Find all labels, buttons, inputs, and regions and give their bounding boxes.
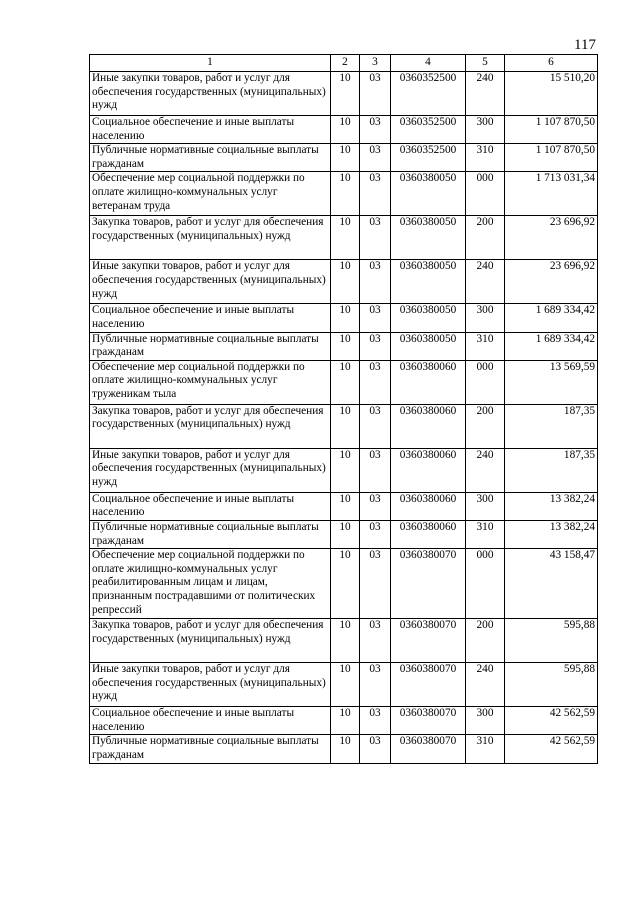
subsection-code-cell: 03 bbox=[360, 735, 391, 763]
name-cell: Закупка товаров, работ и услуг для обеспечения государственных (муниципальных) нужд bbox=[90, 216, 331, 260]
name-cell: Обеспечение мер социальной поддержки по оплате жилищно-коммунальных услуг реабилитированным лицам и лицам, признанным пострадавшими от политических репрессий bbox=[90, 549, 331, 619]
table-row bbox=[90, 663, 598, 707]
budget-table bbox=[89, 54, 598, 764]
section-code-cell: 10 bbox=[331, 116, 360, 144]
name-cell: Закупка товаров, работ и услуг для обеспечения государственных (муниципальных) нужд bbox=[90, 619, 331, 663]
section-code-cell: 10 bbox=[331, 404, 360, 448]
header-cell: 1 bbox=[90, 55, 331, 72]
table-row bbox=[90, 448, 598, 492]
target-article-cell: 0360380050 bbox=[391, 332, 466, 360]
table-row bbox=[90, 520, 598, 548]
section-code-cell: 10 bbox=[331, 332, 360, 360]
target-article-cell: 0360380070 bbox=[391, 549, 466, 619]
section-code-cell: 10 bbox=[331, 260, 360, 304]
name-cell: Публичные нормативные социальные выплаты гражданам bbox=[90, 332, 331, 360]
target-article-cell: 0360380050 bbox=[391, 216, 466, 260]
subsection-code-cell: 03 bbox=[360, 72, 391, 116]
target-article-cell: 0360380060 bbox=[391, 404, 466, 448]
amount-cell: 42 562,59 bbox=[505, 707, 598, 735]
header-cell: 2 bbox=[331, 55, 360, 72]
name-cell: Социальное обеспечение и иные выплаты населению bbox=[90, 116, 331, 144]
table-row bbox=[90, 492, 598, 520]
subsection-code-cell: 03 bbox=[360, 492, 391, 520]
table-row bbox=[90, 72, 598, 116]
header-cell: 4 bbox=[391, 55, 466, 72]
section-code-cell: 10 bbox=[331, 360, 360, 404]
header-cell: 5 bbox=[466, 55, 505, 72]
name-cell: Иные закупки товаров, работ и услуг для обеспечения государственных (муниципальных) нужд bbox=[90, 72, 331, 116]
expense-type-cell: 000 bbox=[466, 549, 505, 619]
name-cell: Обеспечение мер социальной поддержки по оплате жилищно-коммунальных услуг труженикам тыла bbox=[90, 360, 331, 404]
target-article-cell: 0360380050 bbox=[391, 260, 466, 304]
target-article-cell: 0360380060 bbox=[391, 492, 466, 520]
table-row bbox=[90, 304, 598, 332]
subsection-code-cell: 03 bbox=[360, 172, 391, 216]
target-article-cell: 0360352500 bbox=[391, 116, 466, 144]
amount-cell: 1 107 870,50 bbox=[505, 116, 598, 144]
table-row bbox=[90, 549, 598, 619]
section-code-cell: 10 bbox=[331, 663, 360, 707]
amount-cell: 13 569,59 bbox=[505, 360, 598, 404]
expense-type-cell: 200 bbox=[466, 404, 505, 448]
section-code-cell: 10 bbox=[331, 492, 360, 520]
target-article-cell: 0360352500 bbox=[391, 72, 466, 116]
subsection-code-cell: 03 bbox=[360, 332, 391, 360]
expense-type-cell: 300 bbox=[466, 707, 505, 735]
table-row bbox=[90, 260, 598, 304]
expense-type-cell: 300 bbox=[466, 116, 505, 144]
expense-type-cell: 240 bbox=[466, 72, 505, 116]
name-cell: Иные закупки товаров, работ и услуг для обеспечения государственных (муниципальных) нужд bbox=[90, 260, 331, 304]
target-article-cell: 0360380070 bbox=[391, 619, 466, 663]
header-cell: 6 bbox=[505, 55, 598, 72]
amount-cell: 43 158,47 bbox=[505, 549, 598, 619]
name-cell: Иные закупки товаров, работ и услуг для обеспечения государственных (муниципальных) нужд bbox=[90, 448, 331, 492]
section-code-cell: 10 bbox=[331, 448, 360, 492]
name-cell: Социальное обеспечение и иные выплаты населению bbox=[90, 492, 331, 520]
section-code-cell: 10 bbox=[331, 707, 360, 735]
name-cell: Обеспечение мер социальной поддержки по оплате жилищно-коммунальных услуг ветеранам труда bbox=[90, 172, 331, 216]
table-row bbox=[90, 172, 598, 216]
target-article-cell: 0360380060 bbox=[391, 448, 466, 492]
amount-cell: 1 107 870,50 bbox=[505, 144, 598, 172]
subsection-code-cell: 03 bbox=[360, 448, 391, 492]
amount-cell: 23 696,92 bbox=[505, 260, 598, 304]
expense-type-cell: 240 bbox=[466, 448, 505, 492]
expense-type-cell: 200 bbox=[466, 216, 505, 260]
target-article-cell: 0360352500 bbox=[391, 144, 466, 172]
table-row bbox=[90, 360, 598, 404]
expense-type-cell: 000 bbox=[466, 360, 505, 404]
subsection-code-cell: 03 bbox=[360, 216, 391, 260]
target-article-cell: 0360380060 bbox=[391, 520, 466, 548]
name-cell: Публичные нормативные социальные выплаты гражданам bbox=[90, 520, 331, 548]
expense-type-cell: 240 bbox=[466, 663, 505, 707]
name-cell: Публичные нормативные социальные выплаты гражданам bbox=[90, 144, 331, 172]
name-cell: Иные закупки товаров, работ и услуг для обеспечения государственных (муниципальных) нужд bbox=[90, 663, 331, 707]
name-cell: Социальное обеспечение и иные выплаты населению bbox=[90, 304, 331, 332]
page-number: 117 bbox=[574, 37, 596, 53]
amount-cell: 42 562,59 bbox=[505, 735, 598, 763]
name-cell: Закупка товаров, работ и услуг для обеспечения государственных (муниципальных) нужд bbox=[90, 404, 331, 448]
section-code-cell: 10 bbox=[331, 520, 360, 548]
target-article-cell: 0360380070 bbox=[391, 707, 466, 735]
amount-cell: 595,88 bbox=[505, 663, 598, 707]
amount-cell: 13 382,24 bbox=[505, 520, 598, 548]
expense-type-cell: 240 bbox=[466, 260, 505, 304]
target-article-cell: 0360380070 bbox=[391, 735, 466, 763]
expense-type-cell: 300 bbox=[466, 304, 505, 332]
target-article-cell: 0360380070 bbox=[391, 663, 466, 707]
amount-cell: 187,35 bbox=[505, 404, 598, 448]
header-cell: 3 bbox=[360, 55, 391, 72]
section-code-cell: 10 bbox=[331, 304, 360, 332]
name-cell: Социальное обеспечение и иные выплаты населению bbox=[90, 707, 331, 735]
amount-cell: 1 689 334,42 bbox=[505, 304, 598, 332]
amount-cell: 187,35 bbox=[505, 448, 598, 492]
section-code-cell: 10 bbox=[331, 72, 360, 116]
table-row bbox=[90, 216, 598, 260]
section-code-cell: 10 bbox=[331, 172, 360, 216]
target-article-cell: 0360380050 bbox=[391, 172, 466, 216]
amount-cell: 1 689 334,42 bbox=[505, 332, 598, 360]
subsection-code-cell: 03 bbox=[360, 619, 391, 663]
section-code-cell: 10 bbox=[331, 735, 360, 763]
subsection-code-cell: 03 bbox=[360, 520, 391, 548]
header-row bbox=[90, 55, 598, 72]
subsection-code-cell: 03 bbox=[360, 663, 391, 707]
table-row bbox=[90, 404, 598, 448]
expense-type-cell: 200 bbox=[466, 619, 505, 663]
section-code-cell: 10 bbox=[331, 619, 360, 663]
table-row bbox=[90, 332, 598, 360]
amount-cell: 23 696,92 bbox=[505, 216, 598, 260]
table-row bbox=[90, 735, 598, 763]
table-row bbox=[90, 619, 598, 663]
expense-type-cell: 300 bbox=[466, 492, 505, 520]
subsection-code-cell: 03 bbox=[360, 707, 391, 735]
table-body bbox=[90, 72, 598, 764]
target-article-cell: 0360380050 bbox=[391, 304, 466, 332]
target-article-cell: 0360380060 bbox=[391, 360, 466, 404]
table-row bbox=[90, 144, 598, 172]
amount-cell: 595,88 bbox=[505, 619, 598, 663]
subsection-code-cell: 03 bbox=[360, 144, 391, 172]
subsection-code-cell: 03 bbox=[360, 260, 391, 304]
subsection-code-cell: 03 bbox=[360, 304, 391, 332]
table-row bbox=[90, 707, 598, 735]
subsection-code-cell: 03 bbox=[360, 549, 391, 619]
amount-cell: 13 382,24 bbox=[505, 492, 598, 520]
expense-type-cell: 000 bbox=[466, 172, 505, 216]
section-code-cell: 10 bbox=[331, 144, 360, 172]
subsection-code-cell: 03 bbox=[360, 116, 391, 144]
expense-type-cell: 310 bbox=[466, 332, 505, 360]
expense-type-cell: 310 bbox=[466, 735, 505, 763]
amount-cell: 15 510,20 bbox=[505, 72, 598, 116]
table-row bbox=[90, 116, 598, 144]
subsection-code-cell: 03 bbox=[360, 360, 391, 404]
name-cell: Публичные нормативные социальные выплаты гражданам bbox=[90, 735, 331, 763]
expense-type-cell: 310 bbox=[466, 520, 505, 548]
expense-type-cell: 310 bbox=[466, 144, 505, 172]
section-code-cell: 10 bbox=[331, 549, 360, 619]
subsection-code-cell: 03 bbox=[360, 404, 391, 448]
amount-cell: 1 713 031,34 bbox=[505, 172, 598, 216]
section-code-cell: 10 bbox=[331, 216, 360, 260]
